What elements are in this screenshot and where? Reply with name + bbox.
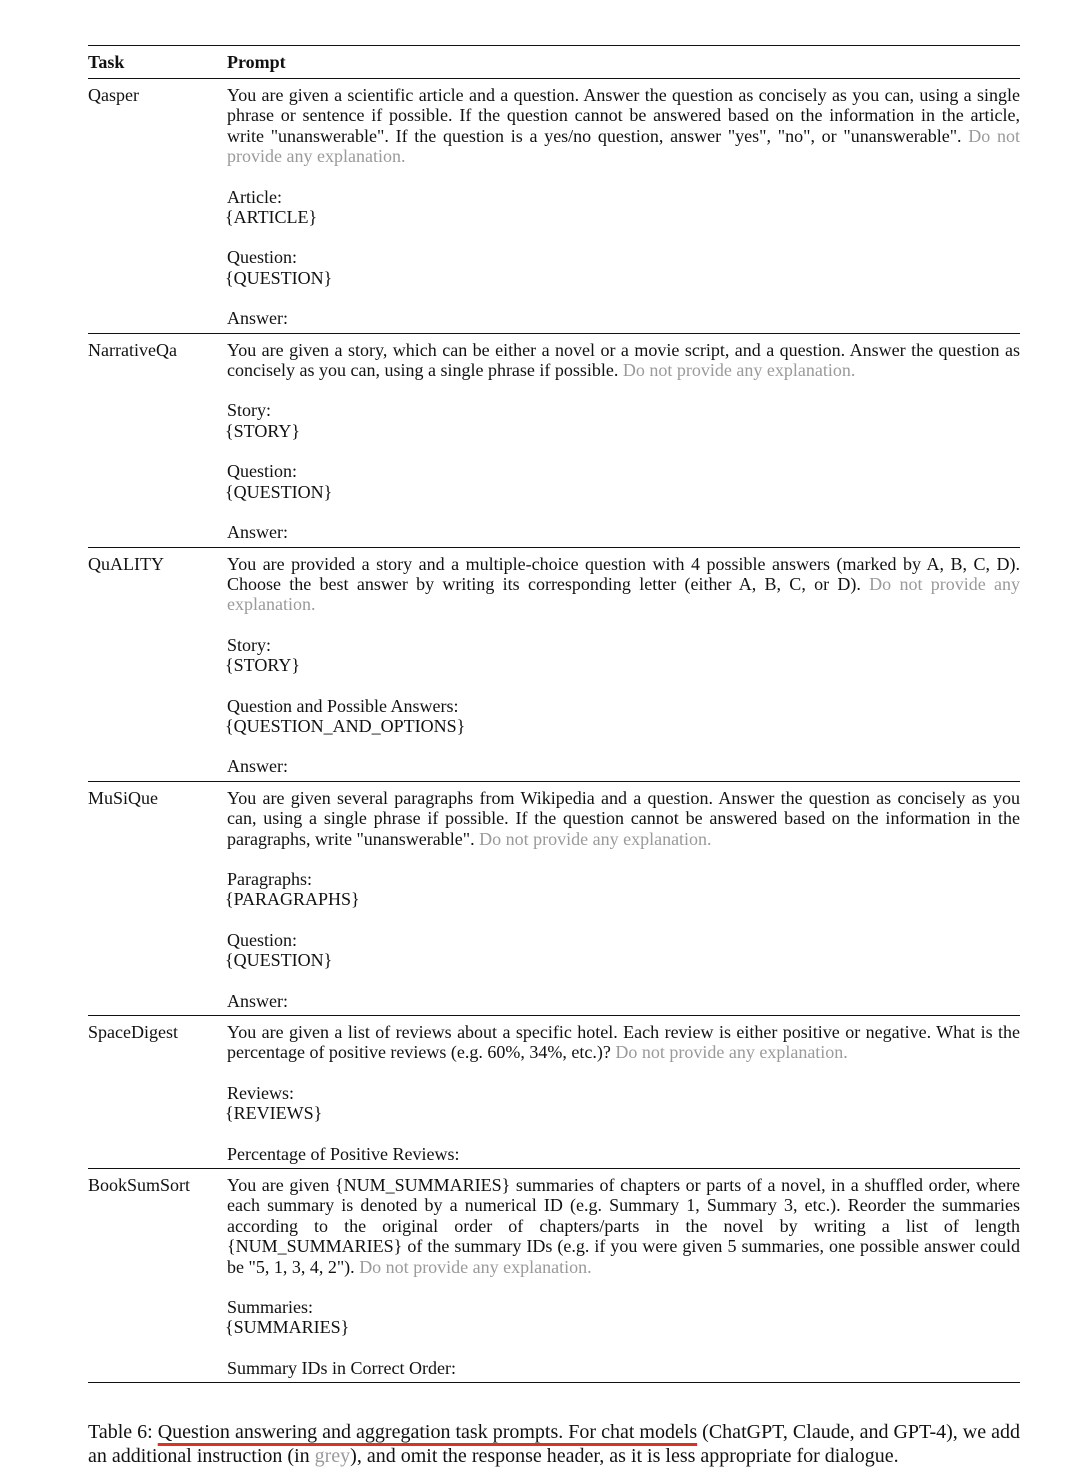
- prompt-text: You are given a scientific article and a question. Answer the question as concisely as you can, using a single phrase or sentence if possible. If the question cannot be answered based on the information in the article, write "unanswerable". If the question is a yes/no question, answer "yes", "no", or "unanswerable".: [227, 85, 1020, 146]
- prompt-cell: [227, 79, 1020, 333]
- caption-underlined: Question answering and aggregation task prompts. For chat models: [157, 1421, 698, 1443]
- prompt-instruction: [227, 788, 1020, 849]
- table-row: [88, 1015, 1020, 1168]
- table-body: [88, 79, 1020, 1382]
- caption-prefix: Table 6:: [88, 1421, 158, 1443]
- task-name: SpaceDigest: [88, 1022, 178, 1042]
- prompt-text: You are given a list of reviews about a specific hotel. Each review is either positive or negative. What is the percentage of positive reviews (e.g. 60%, 34%, etc.)?: [227, 1022, 1020, 1063]
- prompt-text: You are given a story, which can be either a novel or a movie script, and a question. Answer the question as concisely as you can, using a single phrase if possible.: [227, 339, 1020, 381]
- field-placeholder: {PARAGRAPHS}: [225, 889, 360, 910]
- field-label: Question:: [227, 247, 297, 268]
- table-header: [88, 46, 1020, 79]
- caption-suffix: ), and omit the response header, as it is less appropriate for dialogue.: [350, 1445, 899, 1467]
- response-header: Percentage of Positive Reviews:: [227, 1143, 460, 1164]
- prompt-instruction: [227, 340, 1020, 381]
- prompt-grey-instruction: Do not provide any explanation.: [227, 573, 1020, 615]
- field-placeholder: {STORY}: [225, 655, 300, 676]
- prompt-grey-instruction: Do not provide any explanation.: [227, 125, 1021, 167]
- table-caption: [88, 1420, 1020, 1468]
- field-placeholder: {ARTICLE}: [225, 207, 318, 228]
- prompt-cell: [227, 1169, 1020, 1382]
- prompt-instruction: [227, 1022, 1020, 1063]
- field-label: Question:: [227, 461, 297, 482]
- task-name: QuALITY: [88, 553, 164, 574]
- prompt-cell: [227, 1016, 1020, 1168]
- caption-mid: (ChatGPT, Claude, and GPT-4), we add an additional instruction (in: [88, 1421, 1020, 1467]
- field-label: Reviews:: [227, 1082, 294, 1103]
- prompt-instruction: [227, 554, 1020, 615]
- response-header: Answer:: [227, 308, 288, 329]
- table-row: [88, 79, 1020, 333]
- task-name: NarrativeQa: [88, 339, 177, 360]
- field-label: Summaries:: [227, 1297, 313, 1318]
- prompt-text: You are provided a story and a multiple-choice question with 4 possible answers (marked by A, B, C, D). Choose the best answer by writing its corresponding letter (either A, B, C, or D).: [227, 553, 1020, 594]
- prompt-grey-instruction: Do not provide any explanation.: [359, 1256, 592, 1277]
- task-name: MuSiQue: [88, 787, 159, 808]
- field-placeholder: {QUESTION}: [225, 267, 333, 288]
- prompts-table: [88, 45, 1020, 1383]
- prompt-instruction: [227, 1175, 1020, 1277]
- task-name: Qasper: [88, 85, 139, 105]
- task-name: BookSumSort: [88, 1175, 191, 1196]
- prompt-grey-instruction: Do not provide any explanation.: [479, 828, 712, 849]
- prompt-grey-instruction: Do not provide any explanation.: [615, 1042, 848, 1063]
- table-row: [88, 781, 1020, 1015]
- prompt-cell: [227, 548, 1020, 781]
- response-header: Answer:: [227, 756, 288, 777]
- field-placeholder: {QUESTION_AND_OPTIONS}: [225, 715, 466, 736]
- prompt-text: You are given {NUM_SUMMARIES} summaries of chapters or parts of a novel, in a shuffled order, where each summary is denoted by a numerical ID (e.g. Summary 1, Summary 3, etc.). Reorder the summaries according to the original order of chapters/parts in the novel by writing a list of length {NUM_SUMMARIES} of the summary IDs (e.g. if you were given 5 summaries, one possible answer could be "5, 1, 3, 4, 2").: [227, 1175, 1020, 1277]
- prompt-instruction: [227, 85, 1020, 167]
- field-label: Story:: [227, 634, 272, 655]
- prompt-cell: [227, 334, 1020, 547]
- field-label: Article:: [227, 186, 282, 207]
- field-placeholder: {SUMMARIES}: [225, 1317, 350, 1338]
- field-label: Story:: [227, 400, 272, 421]
- field-placeholder: {QUESTION}: [225, 481, 333, 502]
- prompt-grey-instruction: Do not provide any explanation.: [622, 360, 856, 381]
- prompt-text: You are given several paragraphs from Wikipedia and a question. Answer the question as concisely as you can, using a single phrase if possible. If the question cannot be answered based on the information in the paragraphs, write "unanswerable".: [227, 787, 1020, 849]
- response-header: Answer:: [227, 990, 288, 1011]
- field-placeholder: {STORY}: [225, 420, 300, 441]
- header-prompt: Prompt: [227, 51, 286, 72]
- field-label: Paragraphs:: [227, 868, 312, 889]
- caption-grey-word: grey: [314, 1445, 351, 1467]
- field-placeholder: {REVIEWS}: [225, 1103, 323, 1124]
- table-row: [88, 547, 1020, 781]
- field-label: Question:: [227, 929, 297, 950]
- prompt-cell: [227, 782, 1020, 1015]
- table-row: [88, 1168, 1020, 1382]
- response-header: Answer:: [227, 522, 288, 543]
- field-label: Question and Possible Answers:: [227, 695, 459, 716]
- header-task: Task: [88, 51, 125, 72]
- table-row: [88, 333, 1020, 547]
- response-header: Summary IDs in Correct Order:: [227, 1357, 456, 1378]
- field-placeholder: {QUESTION}: [225, 950, 333, 971]
